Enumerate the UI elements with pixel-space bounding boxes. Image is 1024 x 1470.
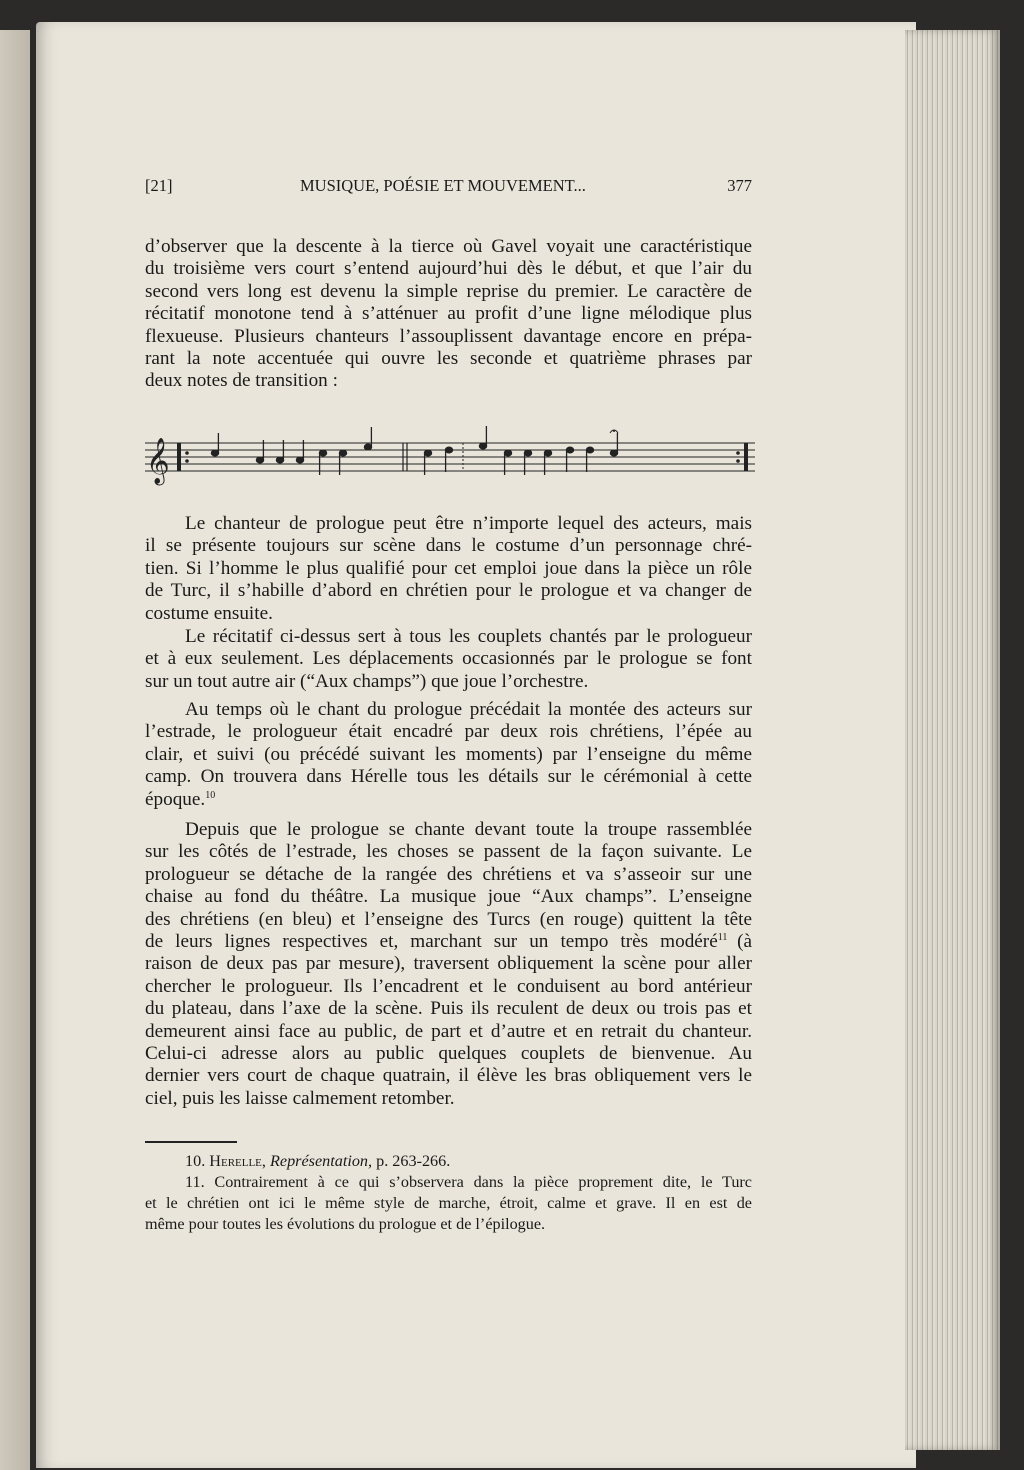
text-line: [145, 258, 752, 280]
text-line: [145, 886, 752, 908]
text-line: [145, 953, 752, 975]
running-header: [145, 176, 752, 200]
note-head: [339, 450, 346, 456]
text-line: [145, 558, 752, 580]
text-line: [145, 931, 752, 953]
text-line: [145, 744, 752, 766]
text-segment: Celui-ci adresse alors au public quelques couplets de bienvenue. Au: [145, 1042, 752, 1064]
paragraph: [145, 626, 752, 693]
text-segment: sur les côtés de l’estrade, les choses se passent de la façon suivante. Le: [145, 841, 752, 863]
text-segment: de Turc, il s’habille d’abord en chrétien pour le prologue et va changer de: [145, 580, 752, 602]
text-segment: flexueuse. Plusieurs chanteurs l’assouplissent davantage encore en prépa-: [145, 325, 752, 347]
text-segment: des chrétiens (en bleu) et l’enseigne des Turcs (en rouge) quittent la tête: [145, 908, 752, 930]
previous-page-edge: [0, 30, 30, 1470]
text-segment: du troisième vers court s’entend aujourd’hui dès le début, et que l’air du: [145, 258, 752, 280]
note-head: [586, 447, 593, 453]
text-line: [145, 819, 752, 841]
page-stack-edges: [905, 30, 1000, 1450]
text-segment: et à eux seulement. Les déplacements occasionnés par le prologue se font: [145, 648, 752, 670]
text-segment: il se présente toujours sur scène dans le costume d’un personnage chré-: [145, 535, 752, 557]
footnote-line: 11. Contrairement à ce qui s’observera dans la pièce proprement dite, le Turc: [185, 1173, 752, 1191]
footnote-11: [145, 1172, 752, 1235]
text-segment: Depuis que le prologue se chante devant toute la troupe rassemblée: [185, 819, 752, 840]
paragraph: [145, 513, 752, 625]
text-line: [145, 1088, 752, 1110]
text-segment: rant la note accentuée qui ouvre les seconde et quatrième phrases par: [145, 347, 752, 369]
text-segment: tien. Si l’homme le plus qualifié pour cet emploi joue dans la pièce un rôle: [145, 557, 752, 579]
footnote-separator: [145, 1141, 237, 1143]
text-segment: l’estrade, le prologueur était encadré par deux rois chrétiens, l’épée au: [145, 721, 752, 743]
text-line: [145, 535, 752, 557]
text-segment: époque.: [145, 788, 206, 810]
footnote-reference: 11: [717, 931, 738, 943]
text-segment: Le récitatif ci-dessus sert à tous les couplets chantés par le prologueur: [185, 626, 752, 647]
text-segment: de leurs lignes respectives et, marchant sur un tempo très modéré: [145, 930, 718, 952]
text-segment: d’observer que la descente à la tierce où Gavel voyait une caractéristique: [145, 236, 752, 257]
note-head: [256, 457, 263, 463]
paragraph: [145, 819, 752, 1110]
note-head: [610, 450, 617, 456]
note-head: [211, 450, 218, 456]
note-head: [445, 447, 452, 453]
text-line: [145, 1065, 752, 1087]
paragraph: [145, 699, 752, 811]
text-line: [145, 513, 752, 535]
footnotes: [145, 1151, 752, 1235]
note-head: [424, 450, 431, 456]
note-head: [479, 443, 486, 449]
text-segment: chaise au fond du théâtre. La musique joue “Aux champs”. L’enseigne: [145, 886, 752, 908]
text-line: [145, 671, 752, 693]
text-line: [145, 699, 752, 721]
text-line: [145, 648, 752, 670]
footnote-line: même pour toutes les évolutions du prologue et de l’épilogue.: [145, 1215, 546, 1233]
text-line: [145, 236, 752, 258]
note-head: [364, 444, 371, 450]
footnote-reference: 10: [205, 789, 216, 801]
text-line: [145, 766, 752, 788]
footnote-10: 10. Herelle, Représentation, p. 263-266.: [185, 1152, 451, 1170]
treble-clef-icon: 𝄞: [146, 438, 170, 483]
text-segment: Au temps où le chant du prologue précédait la montée des acteurs sur: [185, 699, 752, 720]
text-segment: second vers long est devenu la simple reprise du premier. Le caractère de: [145, 280, 752, 302]
musical-staff-figure: [140, 418, 760, 488]
text-line: [145, 864, 752, 886]
text-line: [145, 1043, 752, 1065]
footnote-number: 10.: [185, 1152, 206, 1170]
note-head: [296, 457, 303, 463]
text-segment: sur un tout autre air (“Aux champs”) que joue l’orchestre.: [145, 670, 589, 692]
text-segment: camp. On trouvera dans Hérelle tous les détails sur le cérémonial à cette: [145, 766, 752, 788]
footnote-line: et le chrétien ont ici le même style de marche, étroit, calme et grave. Il en est de: [145, 1194, 752, 1212]
running-title: MUSIQUE, POÉSIE ET MOUVEMENT...: [300, 176, 586, 195]
text-line: [145, 348, 752, 370]
note-head: [566, 447, 573, 453]
chapter-marker: [21]: [145, 176, 173, 195]
text-line: [145, 326, 752, 348]
note-head: [319, 450, 326, 456]
text-segment: Le chanteur de prologue peut être n’importe lequel des acteurs, mais: [185, 513, 752, 534]
text-line: [145, 281, 752, 303]
text-segment: du plateau, dans l’axe de la scène. Puis ils reculent de deux ou trois pas et: [145, 998, 752, 1020]
footnote-pages: p. 263-266.: [376, 1152, 451, 1170]
page-number: 377: [727, 176, 752, 195]
text-line: [145, 370, 752, 392]
text-segment: demeurent ainsi face au public, de part et d’autre et en retrait du chanteur.: [145, 1020, 752, 1042]
text-segment: (à: [737, 930, 752, 952]
text-line: [145, 721, 752, 743]
text-segment: récitatif monotone tend à s’atténuer au profit d’une ligne mélodique plus: [145, 303, 752, 325]
text-line: [145, 909, 752, 931]
text-segment: chercher le prologueur. Ils l’encadrent et le conduisent au bord antérieur: [145, 975, 752, 997]
note-head: [544, 450, 551, 456]
text-segment: deux notes de transition :: [145, 370, 338, 392]
note-head: [276, 457, 283, 463]
text-segment: dernier vers court de chaque quatrain, il élève les bras obliquement vers le: [145, 1065, 752, 1087]
text-line: [145, 998, 752, 1020]
text-segment: raison de deux pas par mesure), traversent obliquement la scène pour aller: [145, 953, 752, 975]
note-head: [504, 450, 511, 456]
note-head: [524, 450, 531, 456]
text-line: [145, 303, 752, 325]
text-line: [145, 841, 752, 863]
text-segment: costume ensuite.: [145, 602, 273, 624]
text-line: [145, 603, 752, 625]
text-line: [145, 976, 752, 998]
footnote-title: Représentation,: [270, 1152, 373, 1170]
text-segment: ciel, puis les laisse calmement retomber.: [145, 1087, 455, 1109]
text-line: [145, 1021, 752, 1043]
text-line: [145, 789, 752, 811]
text-line: [145, 626, 752, 648]
text-line: [145, 580, 752, 602]
text-segment: prologueur se détache de la rangée des chrétiens et va s’asseoir sur une: [145, 863, 752, 885]
text-segment: clair, et suivi (ou précédé suivant les moments) par l’enseigne du même: [145, 743, 752, 765]
paragraph: [145, 236, 752, 393]
footnote-author: Herelle: [209, 1152, 262, 1170]
